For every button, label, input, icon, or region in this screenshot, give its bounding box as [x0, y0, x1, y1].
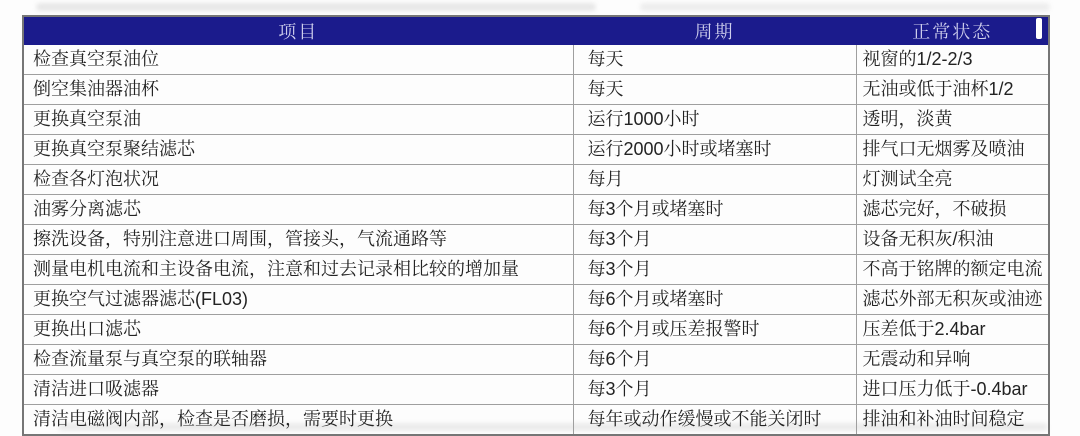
- maintenance-table: [22, 15, 1050, 436]
- cell-period: 每天: [573, 75, 856, 105]
- cell-status: 透明，淡黄: [856, 105, 1049, 135]
- table-row: [23, 285, 1049, 315]
- table-row: [23, 45, 1049, 75]
- cell-status: 视窗的1/2-2/3: [856, 45, 1049, 75]
- cell-status: 排气口无烟雾及喷油: [856, 135, 1049, 165]
- cell-status: 进口压力低于-0.4bar: [856, 375, 1049, 405]
- cell-status: 无油或低于油杯1/2: [856, 75, 1049, 105]
- table-row: [23, 75, 1049, 105]
- cell-status: 不高于铭牌的额定电流: [856, 255, 1049, 285]
- column-header-period: 周期: [573, 16, 856, 45]
- table-row: [23, 345, 1049, 375]
- cell-item: 擦洗设备，特别注意进口周围，管接头，气流通路等: [23, 225, 573, 255]
- column-header-status: 正常状态: [856, 16, 1049, 45]
- cell-status: 无震动和异响: [856, 345, 1049, 375]
- cell-item: 检查流量泵与真空泵的联轴器: [23, 345, 573, 375]
- cell-status: 排油和补油时间稳定: [856, 405, 1049, 436]
- cell-status: 设备无积灰/积油: [856, 225, 1049, 255]
- table-row: [23, 405, 1049, 436]
- cell-item: 更换真空泵油: [23, 105, 573, 135]
- cell-item: 测量电机电流和主设备电流，注意和过去记录相比较的增加量: [23, 255, 573, 285]
- header-cursor-artifact: [1036, 18, 1042, 39]
- cell-period: 每6个月: [573, 345, 856, 375]
- cell-item: 更换出口滤芯: [23, 315, 573, 345]
- cell-period: 运行1000小时: [573, 105, 856, 135]
- cell-period: 每月: [573, 165, 856, 195]
- scan-artifact: [36, 3, 596, 11]
- table-row: [23, 225, 1049, 255]
- cell-status: 滤芯完好，不破损: [856, 195, 1049, 225]
- table-row: [23, 255, 1049, 285]
- table-row: [23, 165, 1049, 195]
- cell-status: 灯测试全亮: [856, 165, 1049, 195]
- cell-item: 倒空集油器油杯: [23, 75, 573, 105]
- cell-period: 每6个月或堵塞时: [573, 285, 856, 315]
- cell-item: 更换空气过滤器滤芯(FL03): [23, 285, 573, 315]
- table-row: [23, 375, 1049, 405]
- table-row: [23, 195, 1049, 225]
- scan-artifact: [640, 3, 1050, 11]
- table-header-row: [23, 16, 1049, 45]
- cell-item: 更换真空泵聚结滤芯: [23, 135, 573, 165]
- column-header-item: 项目: [23, 16, 573, 45]
- cell-status: 滤芯外部无积灰或油迹: [856, 285, 1049, 315]
- cell-item: 检查真空泵油位: [23, 45, 573, 75]
- cell-period: 每3个月: [573, 375, 856, 405]
- table-row: [23, 315, 1049, 345]
- table-body: [23, 45, 1049, 436]
- cell-period: 每3个月或堵塞时: [573, 195, 856, 225]
- cell-period: 每3个月: [573, 225, 856, 255]
- cell-item: 清洁电磁阀内部，检查是否磨损，需要时更换: [23, 405, 573, 436]
- table-row: [23, 135, 1049, 165]
- cell-item: 油雾分离滤芯: [23, 195, 573, 225]
- cell-status: 压差低于2.4bar: [856, 315, 1049, 345]
- cell-item: 检查各灯泡状况: [23, 165, 573, 195]
- cell-period: 每年或动作缓慢或不能关闭时: [573, 405, 856, 436]
- cell-period: 运行2000小时或堵塞时: [573, 135, 856, 165]
- cell-period: 每天: [573, 45, 856, 75]
- table-row: [23, 105, 1049, 135]
- cell-item: 清洁进口吸滤器: [23, 375, 573, 405]
- cell-period: 每6个月或压差报警时: [573, 315, 856, 345]
- cell-period: 每3个月: [573, 255, 856, 285]
